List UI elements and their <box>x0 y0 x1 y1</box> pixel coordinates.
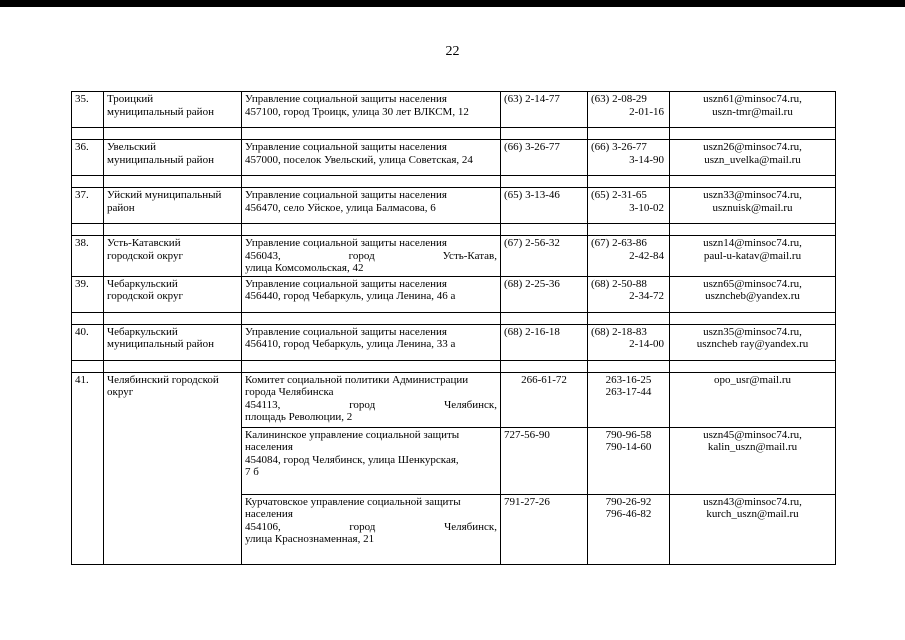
org-name: Комитет социальной политики Администрации <box>245 373 469 386</box>
table-row <box>72 372 836 427</box>
district-cell <box>104 236 242 277</box>
email-cell <box>670 140 836 176</box>
phone-cell: 791-27-26 <box>501 494 588 564</box>
phone-cell: (63) 2-14-77 <box>501 92 588 128</box>
district-type: муниципальный район <box>107 153 214 166</box>
locality-name: Челябинск, <box>444 398 497 411</box>
fax-1: (68) 2-18-83 <box>591 325 647 338</box>
email-cell <box>670 372 836 427</box>
fax-2: 2-34-72 <box>629 290 664 302</box>
address: 457100, город Троицк, улица 30 лет ВЛКСМ, 12 <box>245 105 469 118</box>
table-row <box>72 236 836 277</box>
table-row <box>72 276 836 312</box>
phone-cell: 266-61-72 <box>501 372 588 427</box>
locality-type: город <box>349 398 376 411</box>
fax-2: 2-42-84 <box>629 249 664 262</box>
phone-cell: (66) 3-26-77 <box>501 140 588 176</box>
email-1[interactable]: uszn43@minsoc74.ru, <box>703 495 802 508</box>
phone-cell: (65) 3-13-46 <box>501 188 588 224</box>
spacer-row <box>72 128 836 140</box>
district-cell <box>104 140 242 176</box>
email-2[interactable]: uszn_uvelka@mail.ru <box>704 153 801 166</box>
spacer-row <box>72 224 836 236</box>
fax-cell <box>588 276 670 312</box>
org-name-cont: населения <box>245 441 293 453</box>
fax-1: (65) 2-31-65 <box>591 189 647 201</box>
phone-cell: (68) 2-16-18 <box>501 324 588 360</box>
address: 454084, город Челябинск, улица Шенкурская, <box>245 453 459 466</box>
district-cell <box>104 92 242 128</box>
address-cell <box>242 276 501 312</box>
fax-1: (68) 2-50-88 <box>591 277 647 290</box>
spacer-row <box>72 312 836 324</box>
fax-cell <box>588 236 670 277</box>
district-type: муниципальный район <box>107 105 214 118</box>
district-cell <box>104 324 242 360</box>
org-name: Курчатовское управление социальной защиты <box>245 495 461 508</box>
fax-2: 796-46-82 <box>605 508 652 520</box>
email-cell <box>670 427 836 494</box>
district-type: округ <box>107 386 134 398</box>
address-cell <box>242 92 501 128</box>
fax-cell <box>588 494 670 564</box>
table-row <box>72 324 836 360</box>
email-2[interactable]: paul-u-katav@mail.ru <box>703 249 802 262</box>
address-line <box>245 399 497 412</box>
email-1[interactable]: opo_usr@mail.ru <box>713 373 792 386</box>
fax-1: (67) 2-63-86 <box>591 237 647 249</box>
fax-2: 3-10-02 <box>629 201 664 214</box>
org-name: Управление социальной защиты населения <box>245 325 447 338</box>
address-cell <box>242 494 501 564</box>
email-1[interactable]: uszn35@minsoc74.ru, <box>703 325 802 338</box>
email-cell <box>670 92 836 128</box>
email-cell <box>670 236 836 277</box>
district-name: Чебаркульский <box>107 277 178 290</box>
street: площадь Революции, 2 <box>245 411 353 423</box>
row-number: 38. <box>72 236 104 277</box>
row-number: 41. <box>72 372 104 564</box>
email-2[interactable]: uszncheb@yandex.ru <box>705 290 800 302</box>
org-name: Управление социальной защиты населения <box>245 141 447 153</box>
fax-cell <box>588 427 670 494</box>
district-name: Челябинский городской <box>107 373 219 386</box>
spacer-row <box>72 360 836 372</box>
district-cell <box>104 372 242 564</box>
locality-name: Усть-Катав, <box>442 249 497 262</box>
org-name: Управление социальной защиты населения <box>245 189 447 201</box>
row-number: 39. <box>72 276 104 312</box>
street: 7 б <box>245 466 259 478</box>
row-number: 36. <box>72 140 104 176</box>
address-cell <box>242 427 501 494</box>
district-name: Чебаркульский <box>107 325 178 338</box>
fax-1: 263-16-25 <box>605 373 652 386</box>
fax-1: 790-26-92 <box>605 495 652 508</box>
address-cell <box>242 324 501 360</box>
fax-cell <box>588 92 670 128</box>
address-cell <box>242 236 501 277</box>
postal-code: 456043, <box>245 249 281 262</box>
address: 457000, поселок Увельский, улица Советская, 24 <box>245 153 473 166</box>
postal-code: 454113, <box>245 398 281 411</box>
fax-cell <box>588 188 670 224</box>
row-number: 35. <box>72 92 104 128</box>
email-cell <box>670 494 836 564</box>
org-name: Калининское управление социальной защиты <box>245 428 460 441</box>
district-type: городской округ <box>107 249 184 262</box>
org-name-cont: населения <box>245 508 293 520</box>
email-1[interactable]: uszn45@minsoc74.ru, <box>703 428 802 441</box>
phone-cell: 727-56-90 <box>501 427 588 494</box>
district-cell <box>104 276 242 312</box>
district-name: Уйский муниципальный <box>107 189 222 201</box>
table-row <box>72 92 836 128</box>
fax-2: 790-14-60 <box>605 441 652 453</box>
contacts-table <box>71 91 836 565</box>
address-line <box>245 250 497 263</box>
email-1[interactable]: uszn26@minsoc74.ru, <box>703 141 802 153</box>
table-row <box>72 188 836 224</box>
district-name: Троицкий <box>107 93 154 105</box>
email-1[interactable]: uszn33@minsoc74.ru, <box>703 189 802 201</box>
address-cell <box>242 372 501 427</box>
phone-cell: (67) 2-56-32 <box>501 236 588 277</box>
district-name-line <box>107 374 238 387</box>
fax-2: 2-01-16 <box>629 105 664 118</box>
district-type: городской округ <box>107 290 184 302</box>
street: улица Краснознаменная, 21 <box>245 533 375 545</box>
email-1[interactable]: uszn65@minsoc74.ru, <box>703 277 802 290</box>
district-name: Усть-Катавский <box>107 237 181 249</box>
email-1[interactable]: uszn61@minsoc74.ru, <box>703 93 802 105</box>
row-number: 40. <box>72 324 104 360</box>
email-2[interactable]: uszn-tmr@mail.ru <box>712 105 793 118</box>
org-name: Управление социальной защиты населения <box>245 93 447 105</box>
address: 456470, село Уйское, улица Балмасова, 6 <box>245 201 436 214</box>
address-cell <box>242 188 501 224</box>
top-border-bar <box>0 0 905 7</box>
district-type: муниципальный район <box>107 338 214 350</box>
locality-name: Челябинск, <box>444 520 497 533</box>
org-name: Управление социальной защиты населения <box>245 237 447 249</box>
email-cell <box>670 324 836 360</box>
address-cell <box>242 140 501 176</box>
email-2[interactable]: kalin_uszn@mail.ru <box>707 441 798 453</box>
row-number: 37. <box>72 188 104 224</box>
table-row <box>72 140 836 176</box>
locality-type: город <box>348 249 375 262</box>
fax-2: 3-14-90 <box>629 153 664 166</box>
spacer-row <box>72 176 836 188</box>
address: 456410, город Чебаркуль, улица Ленина, 33 а <box>245 338 456 350</box>
fax-cell <box>588 140 670 176</box>
fax-2: 263-17-44 <box>605 386 652 398</box>
district-type: район <box>107 201 135 214</box>
fax-1: (63) 2-08-29 <box>591 93 647 105</box>
address-line <box>245 521 497 534</box>
fax-cell <box>588 324 670 360</box>
email-2[interactable]: usznuisk@mail.ru <box>712 201 793 214</box>
address: 456440, город Чебаркуль, улица Ленина, 46 а <box>245 290 456 302</box>
email-2[interactable]: kurch_uszn@mail.ru <box>706 508 799 520</box>
locality-type: город <box>349 520 376 533</box>
fax-2: 2-14-00 <box>629 338 664 350</box>
email-cell <box>670 276 836 312</box>
phone-cell: (68) 2-25-36 <box>501 276 588 312</box>
fax-cell <box>588 372 670 427</box>
email-cell <box>670 188 836 224</box>
page-number: 22 <box>445 44 460 59</box>
org-name: Управление социальной защиты населения <box>245 277 447 290</box>
fax-1: 790-96-58 <box>605 428 652 441</box>
org-name-cont: города Челябинска <box>245 386 334 398</box>
street: улица Комсомольская, 42 <box>245 262 364 274</box>
fax-1: (66) 3-26-77 <box>591 141 647 153</box>
email-2[interactable]: uszncheb ray@yandex.ru <box>696 338 809 350</box>
district-name: Увельский <box>107 141 157 153</box>
email-1[interactable]: uszn14@minsoc74.ru, <box>703 237 802 249</box>
district-cell <box>104 188 242 224</box>
postal-code: 454106, <box>245 520 281 533</box>
